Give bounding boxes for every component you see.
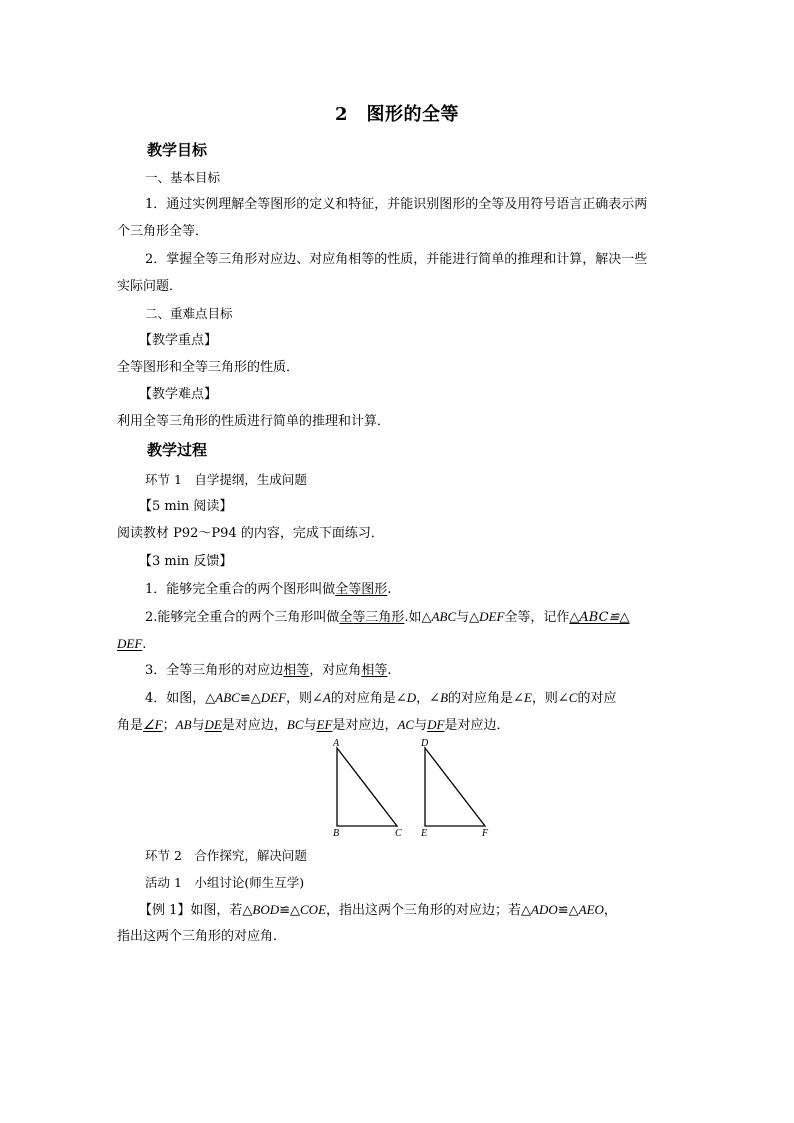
q2-answer-2a: △ABC≌△ <box>569 610 630 625</box>
q2-text-3: 与△ <box>456 610 480 625</box>
section-heading-process: 教学过程 <box>147 441 208 459</box>
q4-t3: ，则∠ <box>286 691 323 706</box>
label-F: F <box>482 828 489 839</box>
q4-answer-3: EF <box>316 717 333 732</box>
q4-answer-4: DF <box>427 717 445 732</box>
q4-answer-2: DE <box>204 717 222 732</box>
label-A: A <box>333 738 340 749</box>
label-B: B <box>333 828 340 839</box>
q4-D: D <box>406 690 417 705</box>
question-3 <box>145 661 710 681</box>
ex1-ado: ADO <box>531 902 558 917</box>
question-4-line-1 <box>145 688 710 709</box>
q4-t4: 的对应角是∠ <box>330 691 407 706</box>
q2-text: 2.能够完全重合的两个三角形叫做 <box>145 610 340 625</box>
goal-2-line-1: 2．掌握全等三角形对应边、对应角相等的性质，并能进行简单的推理和计算，解决一些 <box>145 252 648 267</box>
label-E: E <box>421 828 428 839</box>
label-D: D <box>421 738 429 749</box>
q4-abc: ABC <box>215 690 240 705</box>
difficulty-label: 【教学难点】 <box>139 387 218 402</box>
ex1-t5: ， <box>603 903 617 918</box>
reading-label: 【5 min 阅读】 <box>139 499 233 514</box>
step-1-heading: 环节 1 自学提纲，生成问题 <box>145 472 307 487</box>
q4-A: A <box>322 690 331 705</box>
q4-AC: AC <box>397 717 415 732</box>
activity-1-heading: 活动 1 小组讨论(师生互学) <box>145 875 305 890</box>
congruent-triangles-figure <box>325 736 495 841</box>
q4-E: E <box>523 690 532 705</box>
q4-t16: 是对应边． <box>444 718 510 733</box>
question-2-line-2 <box>117 634 682 655</box>
reading-text: 阅读教材 P92～P94 的内容，完成下面练习． <box>117 526 384 541</box>
ex1-t4: ≌△ <box>557 903 579 918</box>
question-1 <box>145 580 710 600</box>
q2-end: . <box>142 637 147 652</box>
q4-t8: 的对应 <box>577 691 617 706</box>
q1-answer: 全等图形 <box>335 582 388 597</box>
q4-t11: 与 <box>191 718 205 733</box>
q4-t7: ，则∠ <box>531 691 569 706</box>
q4-C: C <box>568 690 578 705</box>
example-1-line-2: 指出这两个三角形的对应角． <box>117 929 287 944</box>
triangle-abc <box>337 748 397 826</box>
example-1-line-1 <box>139 900 704 921</box>
q3-text: 3．全等三角形的对应边 <box>145 663 284 678</box>
q2-abc: ABC <box>431 609 457 624</box>
q2-text-2: .如△ <box>404 610 432 625</box>
question-4-line-2 <box>117 715 682 736</box>
q3-answer-2: 相等 <box>361 663 388 678</box>
ex1-t1: 如图，若△ <box>190 903 253 918</box>
q4-t10: ； <box>162 718 176 733</box>
question-2-line-1 <box>145 607 710 628</box>
ex1-t3: ，指出这两个三角形的对应边；若△ <box>326 903 532 918</box>
q4-def: DEF <box>260 690 287 705</box>
focus-label: 【教学重点】 <box>139 333 218 348</box>
q4-t6: 的对应角是∠ <box>448 691 524 706</box>
q1-end: . <box>387 582 392 597</box>
focus-text: 全等图形和全等三角形的性质． <box>117 360 300 375</box>
feedback-label: 【3 min 反馈】 <box>139 554 233 569</box>
label-C: C <box>395 828 402 839</box>
q4-t13: 与 <box>303 718 317 733</box>
q4-t15: 与 <box>414 718 428 733</box>
q4-BC: BC <box>286 717 304 732</box>
section-heading-goals: 教学目标 <box>147 141 208 159</box>
q4-t2: ≌△ <box>239 691 261 706</box>
q4-t1: 4．如图，△ <box>145 691 216 706</box>
q4-t5: ，∠ <box>416 691 441 706</box>
q2-def: DEF <box>479 609 505 624</box>
difficulty-text: 利用全等三角形的性质进行简单的推理和计算． <box>117 414 391 429</box>
goal-1-line-2: 个三角形全等． <box>117 224 209 239</box>
q3-end: . <box>387 663 392 678</box>
page-title: 2 图形的全等 <box>334 104 460 125</box>
q3-text-2: ，对应角 <box>309 663 362 678</box>
q3-answer-1: 相等 <box>283 663 310 678</box>
q4-answer-1: ∠F <box>143 717 163 732</box>
q4-B: B <box>440 690 449 705</box>
q2-text-4: 全等，记作 <box>504 610 570 625</box>
q2-answer-2b: DEF <box>117 636 143 651</box>
q4-t12: 是对应边， <box>221 718 287 733</box>
ex1-bod: BOD <box>252 902 280 917</box>
step-2-heading: 环节 2 合作探究，解决问题 <box>145 848 307 863</box>
ex1-t2: ≌△ <box>279 903 301 918</box>
q4-t9: 角是 <box>117 718 144 733</box>
triangle-def <box>425 748 485 826</box>
q2-answer-1: 全等三角形 <box>339 610 405 625</box>
q1-text: 1．能够完全重合的两个图形叫做 <box>145 582 336 597</box>
q4-AB: AB <box>175 717 192 732</box>
example-1-label: 【例 1】 <box>139 903 191 918</box>
ex1-aeo: AEO <box>578 902 604 917</box>
subheading-basic-goals: 一、基本目标 <box>145 170 221 185</box>
q4-t14: 是对应边， <box>332 718 398 733</box>
goal-2-line-2: 实际问题． <box>117 279 183 294</box>
goal-1-line-1: 1．通过实例理解全等图形的定义和特征，并能识别图形的全等及用符号语言正确表示两 <box>145 197 648 212</box>
subheading-key-goals: 二、重难点目标 <box>145 306 233 321</box>
ex1-coe: COE <box>300 902 327 917</box>
